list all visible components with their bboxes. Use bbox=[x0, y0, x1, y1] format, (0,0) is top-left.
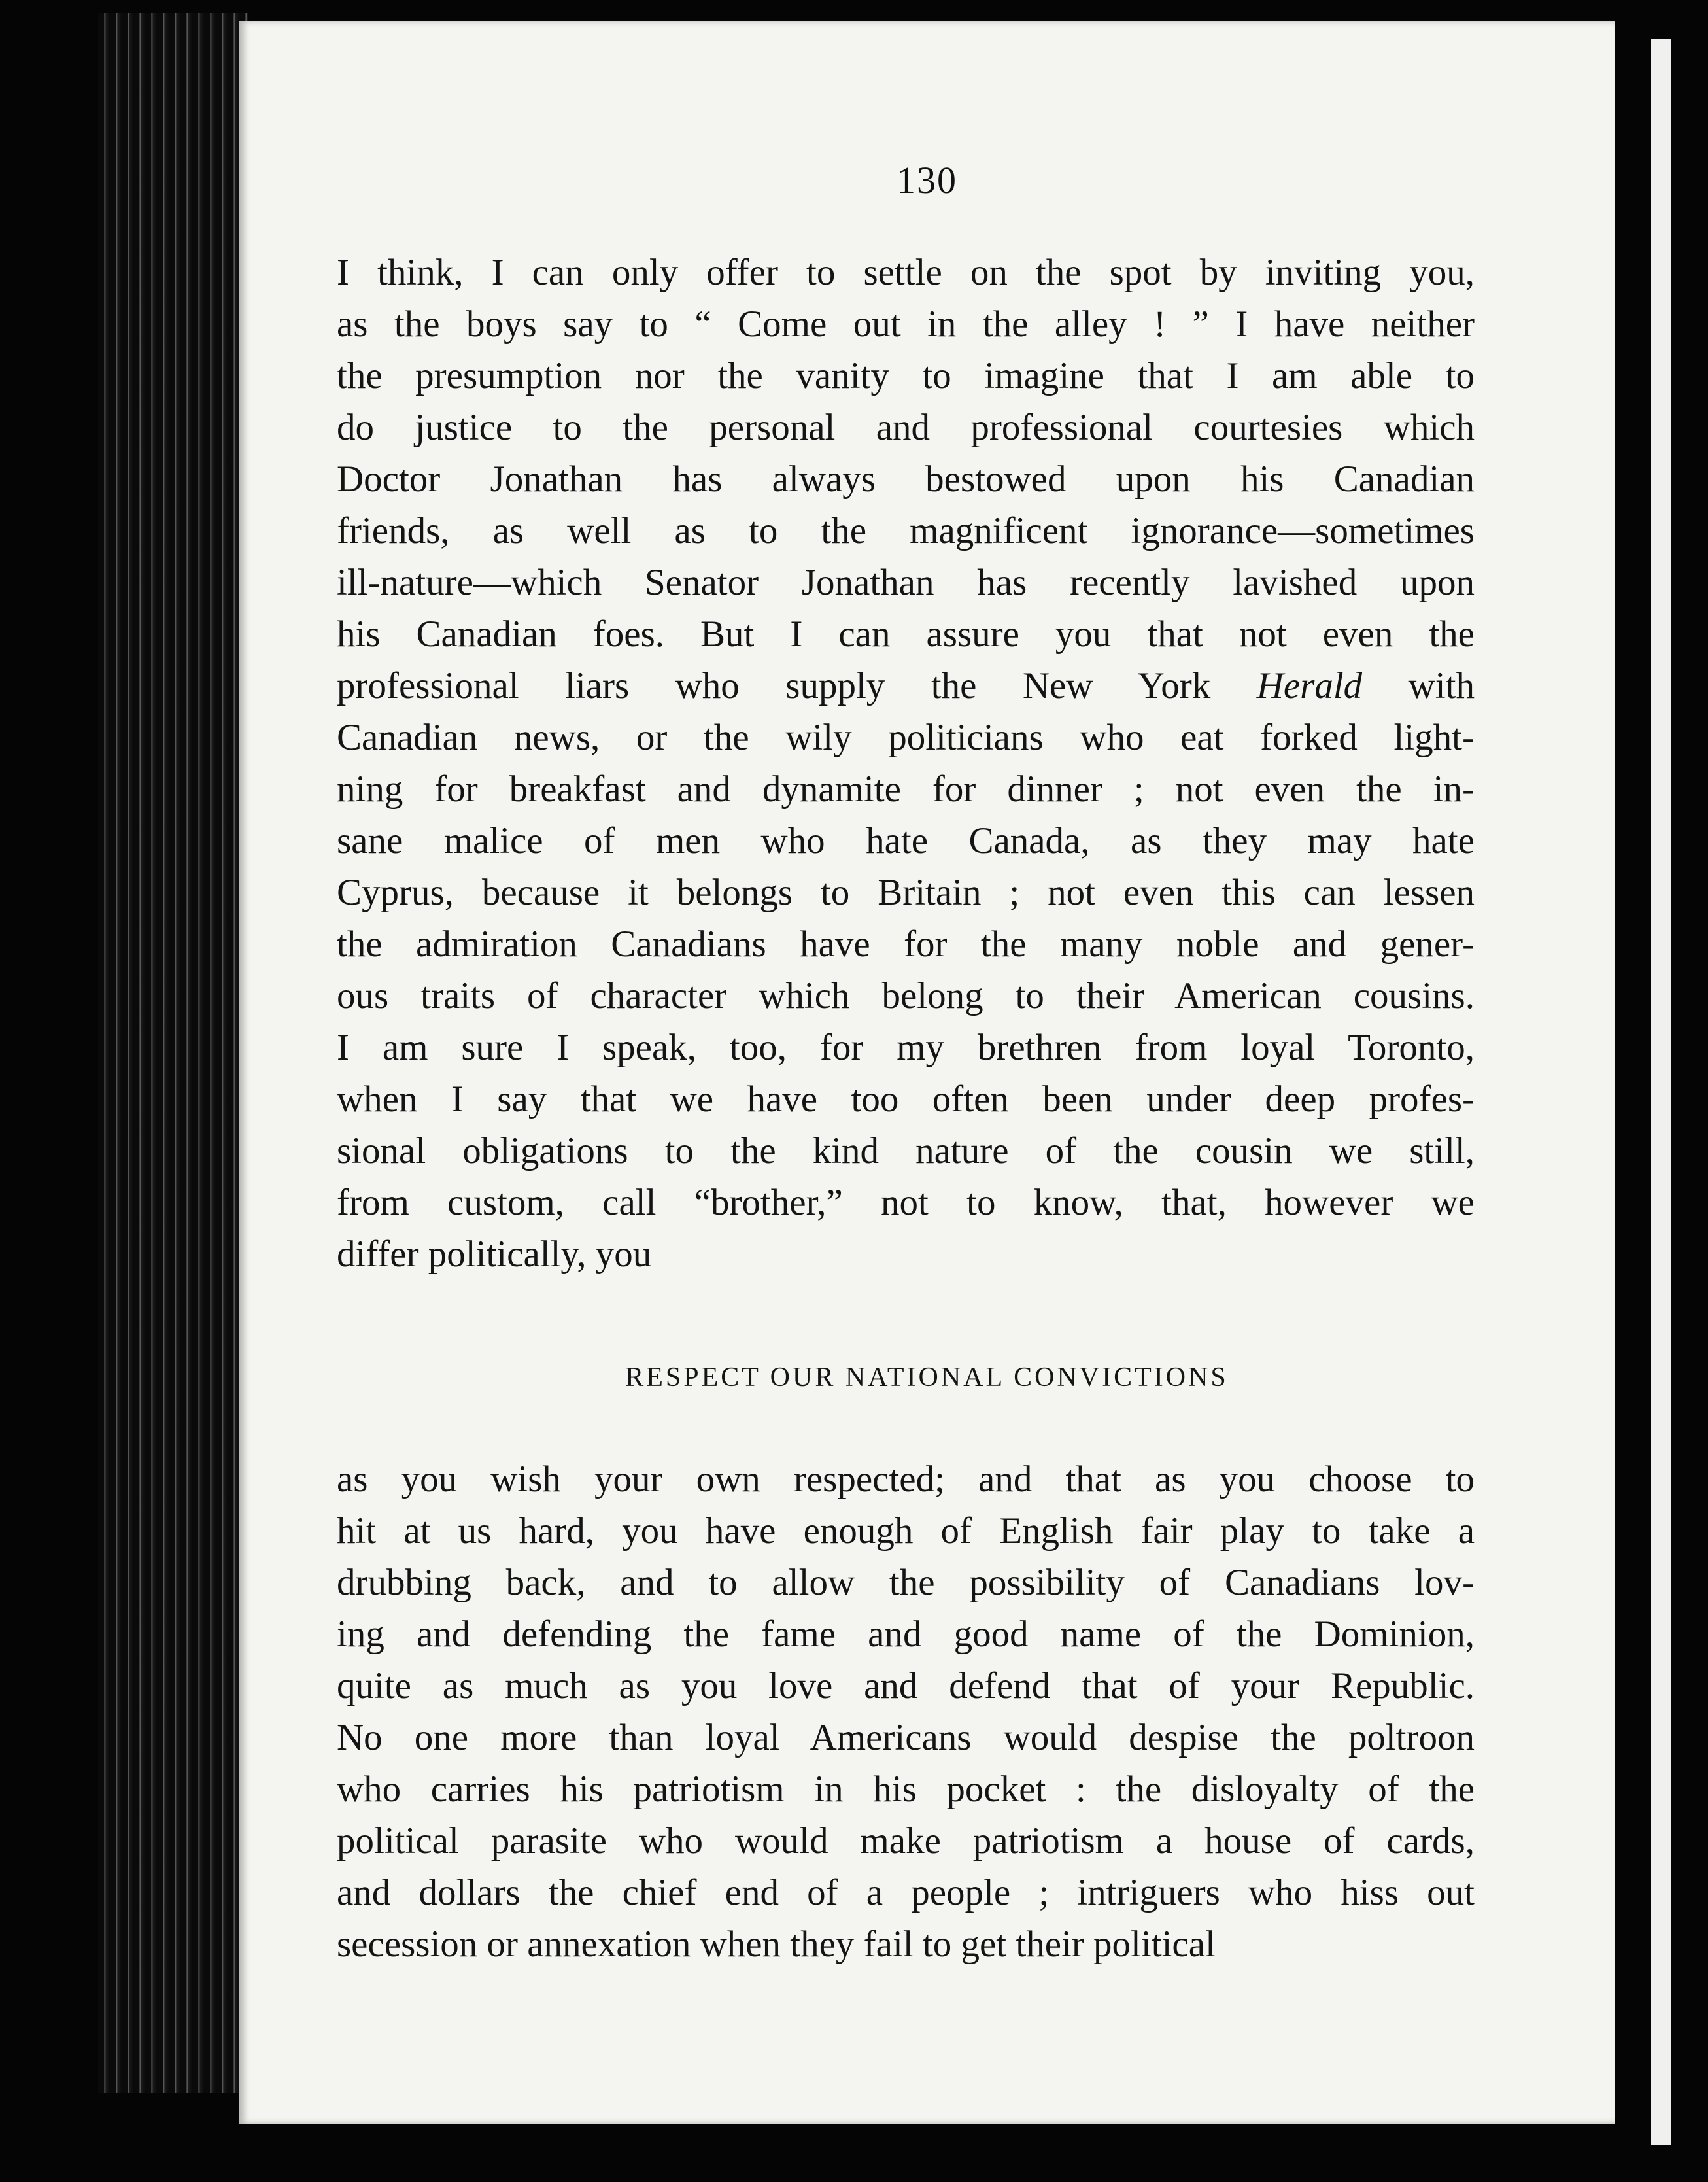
book-page bbox=[239, 21, 1615, 2124]
text-line: No one more than loyal Americans would despise the poltroon bbox=[337, 1717, 1475, 1758]
text-line: the admiration Canadians have for the many noble and gener- bbox=[337, 924, 1475, 965]
text-line: his Canadian foes. But I can assure you that not even the bbox=[337, 614, 1475, 655]
text-line: political parasite who would make patriotism a house of cards, bbox=[337, 1820, 1475, 1862]
text-line: do justice to the personal and professional courtesies which bbox=[337, 407, 1475, 448]
text-line: I am sure I speak, too, for my brethren from loyal Toronto, bbox=[337, 1027, 1475, 1068]
text-line: sane malice of men who hate Canada, as they may hate bbox=[337, 820, 1475, 861]
text-line: friends, as well as to the magnificent ignorance—sometimes bbox=[337, 510, 1475, 551]
text-line: the presumption nor the vanity to imagine that I am able to bbox=[337, 355, 1475, 396]
text-line: sional obligations to the kind nature of the cousin we still, bbox=[337, 1130, 1475, 1171]
text-line: I think, I can only offer to settle on the spot by inviting you, bbox=[337, 252, 1475, 293]
text-line: and dollars the chief end of a people ; intriguers who hiss out bbox=[337, 1872, 1475, 1913]
text-line: secession or annexation when they fail to get their political bbox=[337, 1924, 1216, 1965]
text-line: ous traits of character which belong to their American cousins. bbox=[337, 975, 1475, 1016]
text-line: who carries his patriotism in his pocket : the disloyalty of the bbox=[337, 1769, 1475, 1810]
paragraph-one bbox=[337, 247, 1475, 1280]
text-line: hit at us hard, you have enough of English fair play to take a bbox=[337, 1510, 1475, 1551]
text-line: as you wish your own respected; and that as you choose to bbox=[337, 1459, 1475, 1500]
text-line: quite as much as you love and defend that of your Republic. bbox=[337, 1665, 1475, 1706]
text-line: Doctor Jonathan has always bestowed upon his Canadian bbox=[337, 459, 1475, 500]
paragraph-two bbox=[337, 1453, 1475, 1970]
text-line: Canadian news, or the wily politicians who eat forked light- bbox=[337, 717, 1475, 758]
text-line: ill-nature—which Senator Jonathan has recently lavished upon bbox=[337, 562, 1475, 603]
page-number: 130 bbox=[897, 159, 957, 201]
text-line: as the boys say to “ Come out in the alley ! ” I have neither bbox=[337, 303, 1475, 345]
text-line: ing and defending the fame and good name of the Dominion, bbox=[337, 1614, 1475, 1655]
section-subheading: RESPECT OUR NATIONAL CONVICTIONS bbox=[625, 1362, 1229, 1393]
text-line: when I say that we have too often been under deep profes- bbox=[337, 1079, 1475, 1120]
text-line: professional liars who supply the New York Herald with bbox=[337, 665, 1475, 706]
text-line: drubbing back, and to allow the possibility of Canadians lov- bbox=[337, 1562, 1475, 1603]
text-line: differ politically, you bbox=[337, 1234, 652, 1275]
text-line: ning for breakfast and dynamite for dinner ; not even the in- bbox=[337, 769, 1475, 810]
book-page-edges bbox=[98, 13, 248, 2093]
text-line: Cyprus, because it belongs to Britain ; not even this can lessen bbox=[337, 872, 1475, 913]
text-line: from custom, call “brother,” not to know, that, however we bbox=[337, 1182, 1475, 1223]
facing-page-edge bbox=[1651, 39, 1671, 2145]
